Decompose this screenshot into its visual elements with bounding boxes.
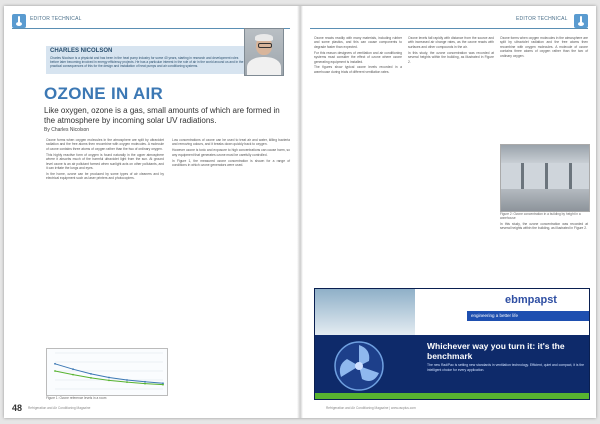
author-photo	[244, 28, 284, 76]
ad-headline: Whichever way you turn it: it's the benchmark	[427, 341, 565, 361]
header-tag: EDITOR TECHNICAL	[516, 16, 568, 22]
photo-shirt	[247, 57, 281, 76]
ad-green-strip	[315, 393, 589, 399]
photo-glasses	[258, 43, 272, 48]
figure-1-chart	[46, 348, 168, 396]
paragraph: For this reason designers of ventilation and air conditioning systems must consider the effect of ozone where ozone generating equipment is installed.	[314, 50, 402, 64]
page-number: 48	[12, 403, 23, 413]
warehouse-beam	[545, 163, 548, 189]
paragraph: In Figure 1, the measured ozone concentration is shown for a range of conditions in which ozone generators were used.	[172, 158, 290, 168]
paragraph: This highly reactive form of oxygen is found naturally in the upper atmosphere where it absorbs much of the harmful ultraviolet light from the sun. At ground level ozone is an air pollutant formed when sunlight acts on other pollutants, and it can irritate the lungs and eyes.	[46, 152, 164, 170]
text-column-4	[408, 36, 494, 65]
paragraph: Ozone forms when oxygen molecules in the atmosphere are split by ultraviolet radiation and the free atoms then recombine with oxygen molecules. A molecule of ozone contains three atoms of oxygen rather than the two of ordinary oxygen.	[46, 138, 164, 151]
paragraph: In this study, the ozone concentration was recorded at several heights within the building, as illustrated in Figure 2.	[408, 50, 494, 64]
data-point	[72, 368, 74, 370]
advertisement[interactable]	[314, 288, 590, 400]
warehouse-floor	[501, 189, 589, 211]
figure-1-caption: Figure 1: Ozone reference levels in a room	[46, 396, 107, 400]
data-point	[108, 377, 110, 379]
paragraph: However ozone is toxic and exposure to high concentrations can cause harm, so any equipment that generates ozone must be carefully controlled.	[172, 148, 290, 157]
figure-2-photo	[500, 144, 590, 212]
paragraph: In the home, ozone can be produced by some types of air cleaners and by electrical equipment such as laser printers and photocopiers.	[46, 171, 164, 181]
left-page	[4, 6, 298, 418]
article-byline: By Charles Nicolson	[44, 127, 90, 133]
thermometer-icon	[12, 14, 26, 28]
warehouse-roof	[501, 145, 589, 163]
data-point	[144, 381, 146, 383]
page-header-right	[310, 12, 588, 29]
data-point	[72, 374, 74, 376]
article-subtitle: Like oxygen, ozone is a gas, small amounts of which are formed in the atmosphere by incoming solar UV radiations.	[44, 106, 280, 125]
data-point	[90, 373, 92, 375]
data-point	[90, 377, 92, 379]
chart-svg	[47, 349, 167, 395]
ad-logo: ebmpapst	[501, 293, 561, 307]
paragraph: The figures show typical ozone levels recorded in a warehouse during trials of different ventilation rates.	[314, 65, 402, 74]
photo-hair	[255, 34, 273, 41]
paragraph: Ozone forms when oxygen molecules in the atmosphere are split by ultraviolet radiation and the free atoms then recombine with oxygen molecules. A molecule of ozone contains three atoms of oxygen rather than the two of ordinary oxygen.	[500, 36, 588, 58]
fan-icon	[329, 339, 389, 393]
right-page	[302, 6, 596, 418]
text-column-3	[314, 36, 402, 76]
author-bio: Charles Nicolson is a physicist and has been in the heat pump industry for some 40 years, starting in research and development roles before later becoming involved in energy efficiency projects. He has a particular interest in the role of air in the world around us and in the practical consequences of this for the design and installation of heat pumps and air conditioning systems.	[50, 56, 244, 68]
author-name: CHARLES NICOLSON	[50, 48, 113, 54]
paragraph: Low concentrations of ozone can be used to treat air and water, killing bacteria and removing odours, and it breaks down quickly back to oxygen.	[172, 138, 290, 147]
data-point	[54, 363, 56, 365]
data-point	[108, 379, 110, 381]
warehouse-beam	[569, 163, 572, 189]
ad-image	[315, 289, 415, 335]
data-point	[126, 381, 128, 383]
warehouse-beam	[521, 163, 524, 189]
text-column-5	[500, 36, 588, 60]
text-column-1	[46, 138, 164, 182]
author-box	[46, 46, 246, 74]
data-point	[54, 370, 56, 372]
text-column-6	[500, 222, 588, 232]
ad-tagline: engineering a better life	[467, 311, 589, 321]
magazine-spread	[4, 6, 596, 418]
paragraph: Ozone reacts readily with many materials, including rubber and some plastics, and this can cause components to degrade faster than expected.	[314, 36, 402, 49]
page-header-left	[12, 12, 290, 29]
data-point	[144, 383, 146, 385]
text-column-2	[172, 138, 290, 169]
thermometer-icon	[574, 14, 588, 28]
header-tag: EDITOR TECHNICAL	[30, 16, 82, 22]
data-point	[126, 379, 128, 381]
ad-body: The new RadiPac is setting new standards in ventilation technology. Efficient, quiet and compact, it is the intelligent choice for every application.	[427, 363, 585, 372]
paragraph: Ozone levels fall rapidly with distance from the source and with increased air change rates, as the ozone reacts with surfaces and other compounds in the air.	[408, 36, 494, 49]
article-title: OZONE IN AIR	[44, 84, 164, 103]
paragraph: In this study, the ozone concentration was recorded at several heights within the building, as illustrated in Figure 2.	[500, 222, 588, 231]
figure-2-caption: Figure 2: Ozone concentration in a building by height in a warehouse	[500, 212, 581, 220]
footer-left: Refrigeration and Air Conditioning Magazine	[28, 406, 91, 410]
data-point	[162, 384, 164, 386]
footer-right: Refrigeration and Air Conditioning Magazine | www.racplus.com	[326, 406, 416, 410]
